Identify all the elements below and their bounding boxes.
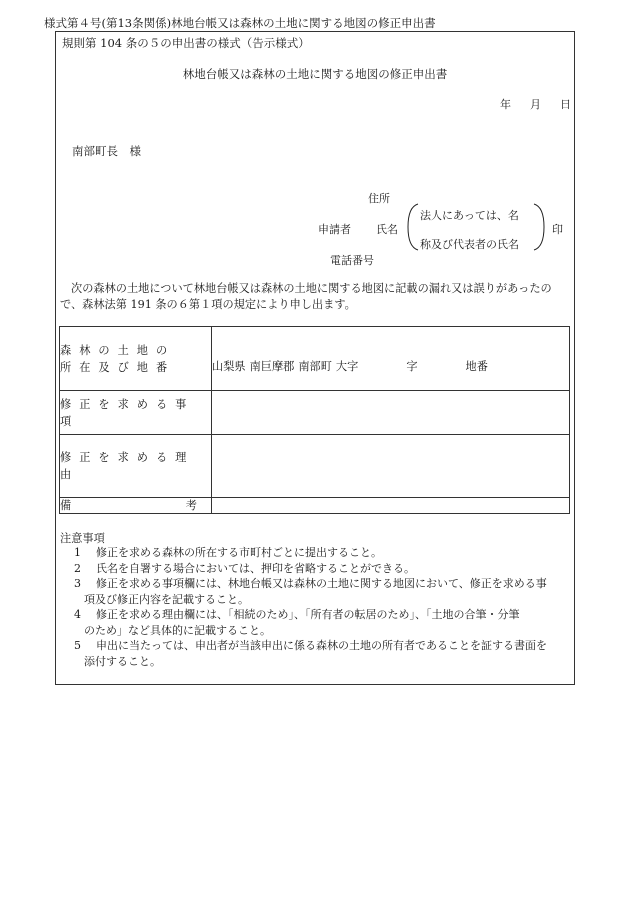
correction-item-label-cell: [60, 391, 212, 435]
location-value: [212, 358, 569, 374]
correction-reason-label-cell: [60, 435, 212, 498]
note-text: 氏名を自署する場合においては、押印を省略することができる。: [96, 562, 415, 575]
remarks-label-cell: [60, 498, 212, 514]
note-text-continued: 項及び修正内容を記載すること。: [84, 592, 249, 606]
phone-label: 電話番号: [330, 254, 374, 267]
note-number: 2: [74, 562, 81, 575]
seal-mark: 印: [552, 223, 563, 236]
applicant-label: 申請者: [318, 223, 351, 236]
table-row: [60, 327, 570, 391]
remarks-label-right: 考: [185, 498, 197, 512]
notes-title: 注意事項: [60, 532, 105, 545]
note-number: 4: [74, 608, 81, 621]
note-text-continued: 添付すること。: [84, 654, 161, 668]
name-label: 氏名: [376, 223, 398, 236]
oaza-text: 大字: [335, 359, 359, 373]
note-number: 3: [74, 577, 81, 590]
aza-text: 字: [406, 359, 418, 373]
prefecture-text: 山梨県: [212, 359, 246, 373]
chiban-text: 地番: [465, 359, 488, 373]
correction-item-label: 修正を求める事項: [60, 397, 195, 428]
date-month-label: 月: [530, 98, 541, 111]
note-text: 修正を求める理由欄には、「相続のため」、「所有者の転居のため」、「土地の合筆・分筆: [96, 608, 520, 621]
remarks-label: [60, 499, 211, 513]
location-label-line2: 所在及び地番: [60, 360, 176, 374]
remarks-value-cell[interactable]: [212, 498, 570, 514]
form-subtitle: 規則第 104 条の５の申出書の様式（告示様式）: [62, 36, 310, 50]
addressee: 南部町長 様: [72, 144, 141, 158]
note-number: 1: [74, 546, 81, 559]
right-bracket: [532, 203, 546, 251]
location-label-line1: 森林の土地の: [60, 343, 176, 357]
corp-note-line1: 法人にあっては、名: [420, 209, 519, 222]
note-text-continued: のため」など具体的に記載すること。: [84, 623, 271, 637]
request-table: [59, 326, 570, 514]
note-text: 申出に当たっては、申出者が当該申出に係る森林の土地の所有者であることを証する書面を: [96, 639, 547, 652]
correction-reason-label: 修正を求める理由: [60, 451, 195, 481]
request-statement: 次の森林の土地について林地台帳又は森林の土地に関する地図に記載の漏れ又は誤りがあったので、森林法第 191 条の６第１項の規定により申し出ます。: [60, 282, 552, 311]
date-year-label: 年: [500, 98, 511, 111]
location-value-cell[interactable]: [212, 327, 570, 391]
note-item: [74, 638, 574, 669]
town-text: 南部町: [298, 359, 332, 373]
county-text: 南巨摩郡: [249, 359, 295, 373]
note-item: [74, 561, 574, 577]
form-number-title: 様式第４号(第13条関係)林地台帳又は森林の土地に関する地図の修正申出書: [44, 16, 436, 30]
correction-reason-value-cell[interactable]: [212, 435, 570, 498]
correction-item-value-cell[interactable]: [212, 391, 570, 435]
address-label: 住所: [368, 192, 390, 205]
note-number: 5: [74, 639, 81, 652]
note-text: 修正を求める事項欄には、林地台帳又は森林の土地に関する地図において、修正を求める事: [96, 577, 547, 590]
table-row: [60, 435, 570, 498]
location-label-cell: [60, 327, 212, 391]
table-row: [60, 391, 570, 435]
remarks-label-left: 備: [60, 498, 72, 512]
note-item: [74, 576, 574, 607]
table-row: [60, 498, 570, 514]
corp-note-line2: 称及び代表者の氏名: [420, 238, 519, 251]
note-item: [74, 545, 574, 561]
left-bracket: [406, 203, 420, 251]
date-day-label: 日: [560, 98, 571, 111]
document-title: 林地台帳又は森林の土地に関する地図の修正申出書: [182, 67, 448, 81]
note-text: 修正を求める森林の所在する市町村ごとに提出すること。: [96, 546, 382, 559]
note-item: [74, 607, 574, 638]
